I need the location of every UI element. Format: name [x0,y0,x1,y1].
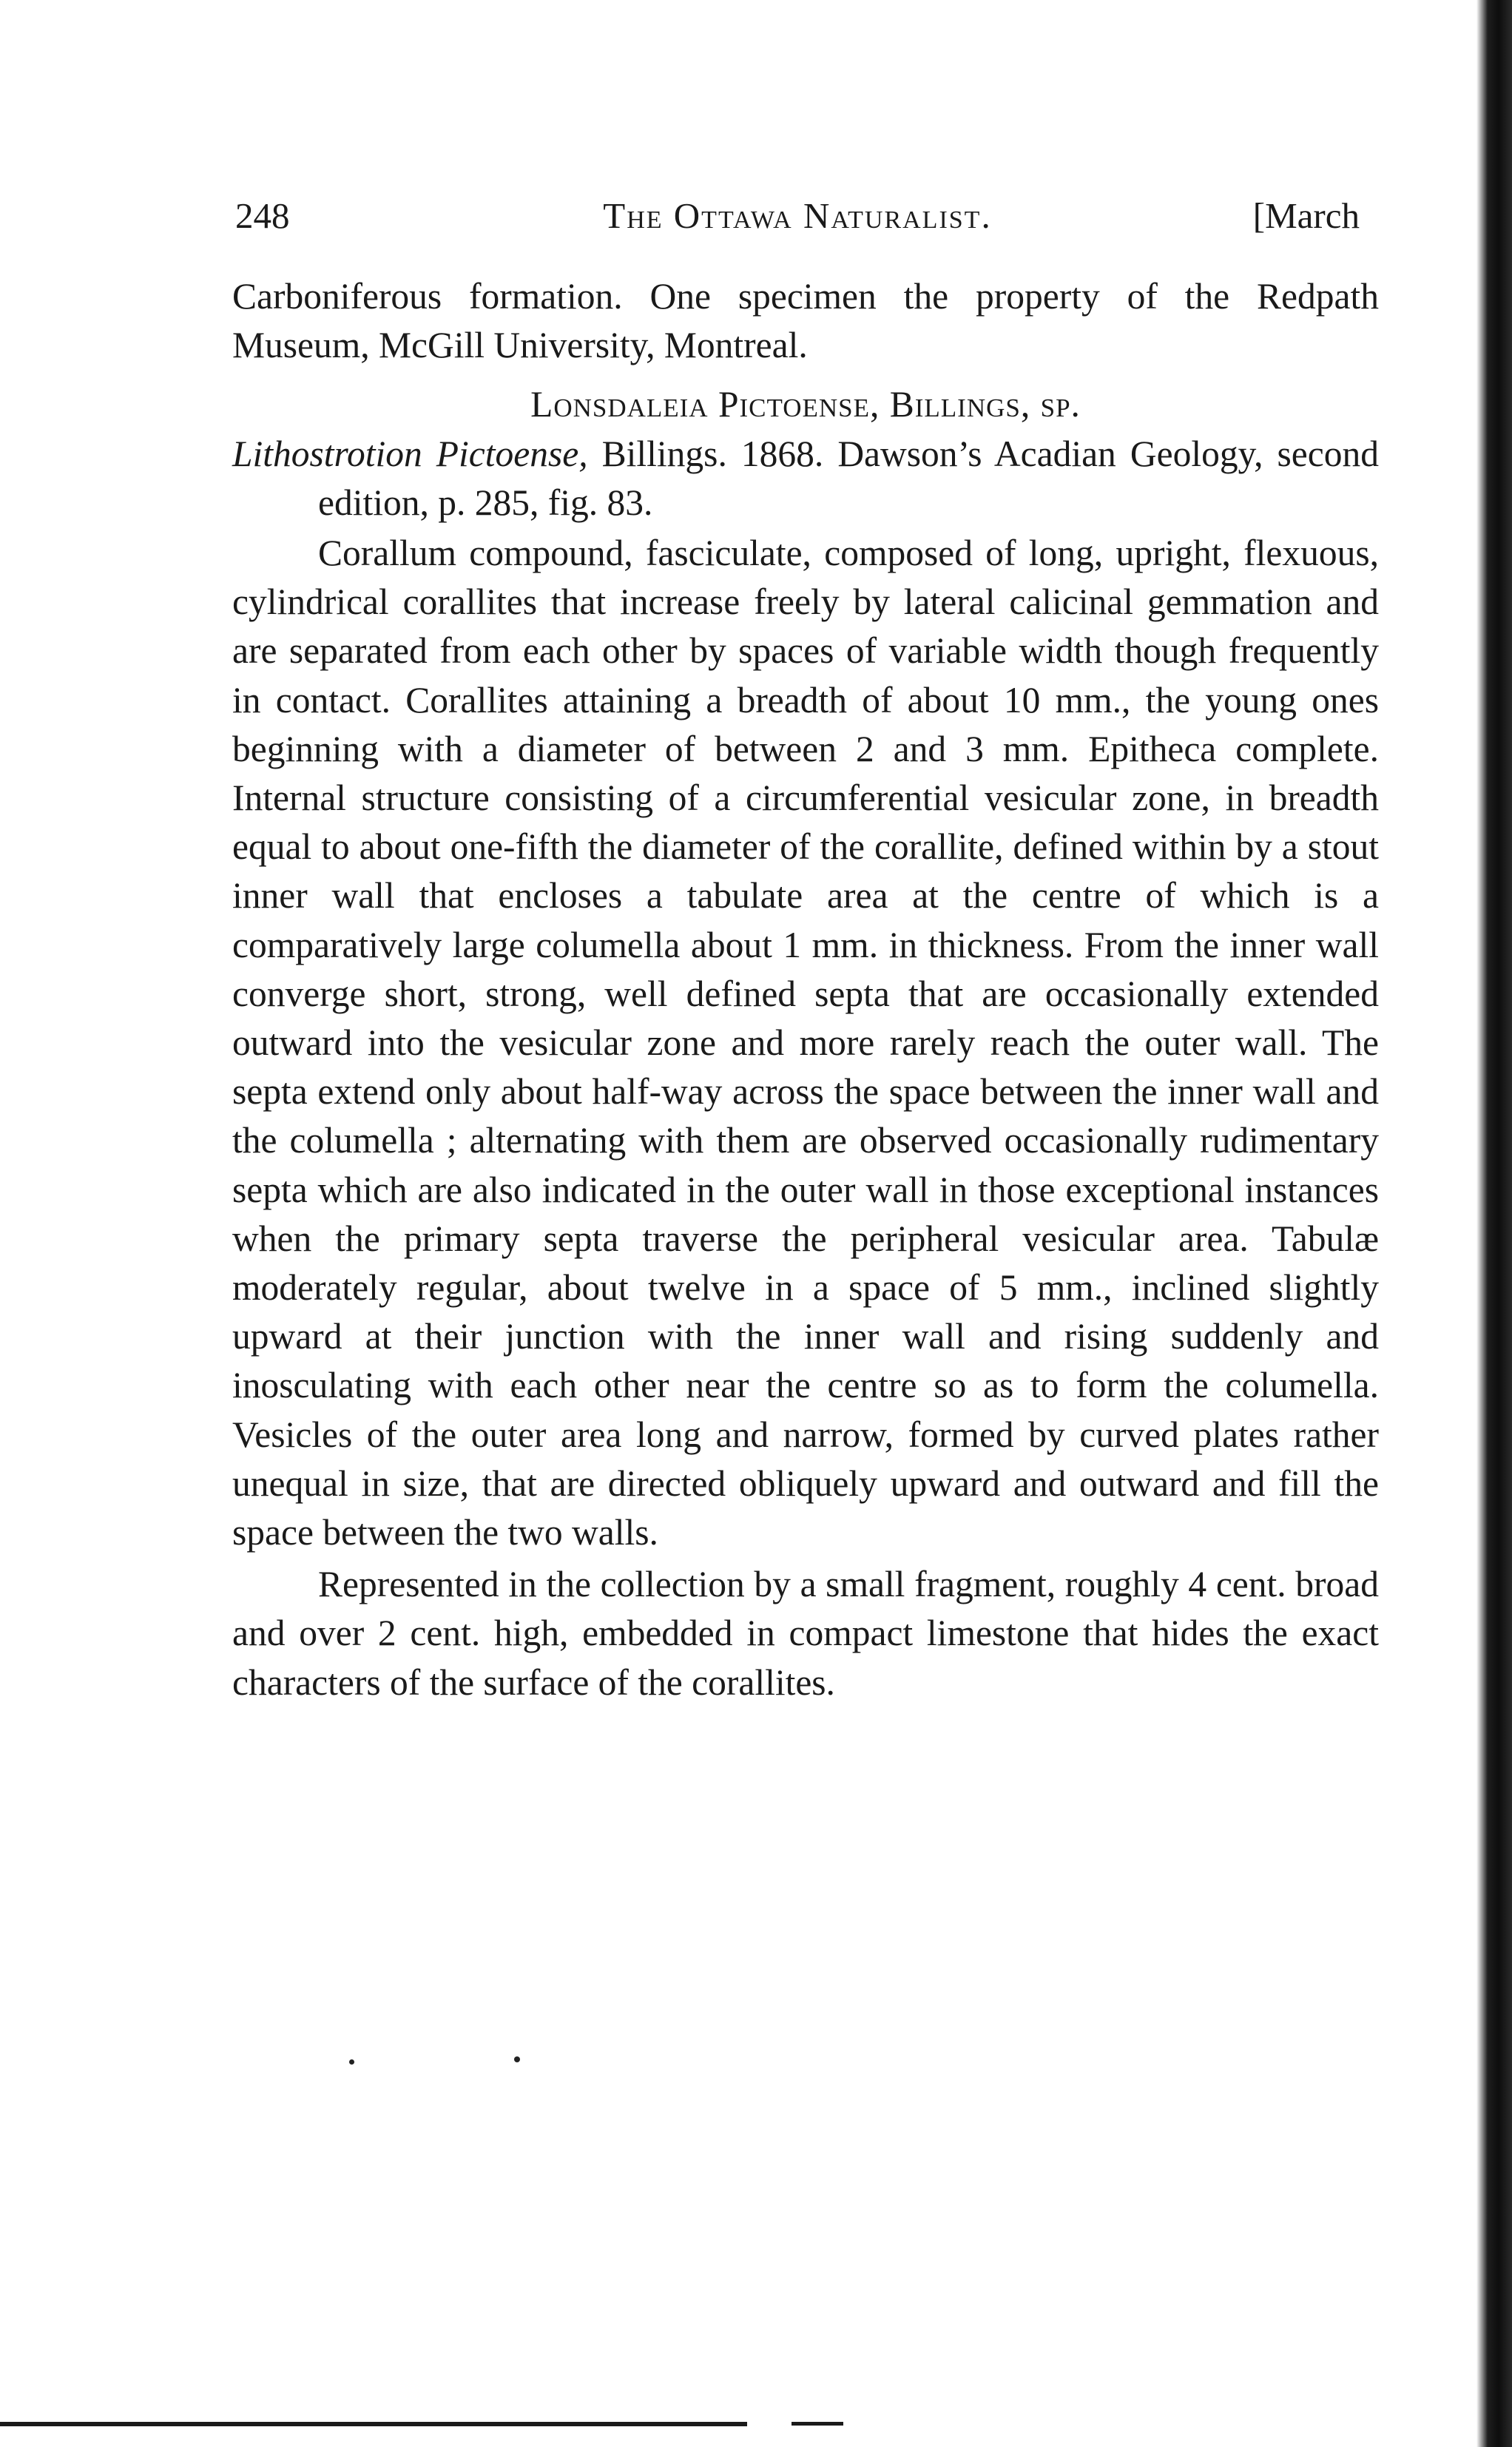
synonymy-entry [232,430,1379,527]
running-header [235,194,1360,238]
print-speck [349,2059,354,2065]
article-body [232,272,1379,1707]
synonym-citation: Billings. 1868. Dawson’s Acadian Geology, second edition, p. 285, fig. 83. [318,433,1379,523]
continuation-paragraph: Carboniferous formation. One specimen the property of the Redpath Museum, McGill University, Montreal. [232,276,1379,366]
issue-month: [March [1252,195,1360,236]
print-speck [514,2056,520,2062]
species-heading: Lonsdaleia Pictoense, Billings, sp. [530,384,1081,425]
bottom-edge-line [0,2422,747,2426]
description-paragraph: Corallum compound, fasciculate, composed of long, upright, flexuous, cylindrical corallites that increase freely by lateral calicinal gemmation and are separated from each other by spaces of variable width though frequently in contact. Corallites attaining a breadth of about 10 mm., the young ones beginning with a diameter of between 2 and 3 mm. Epitheca complete. Internal structure consisting of a circumferential vesicular zone, in breadth equal to about one-fifth the diameter of the corallite, defined within by a stout inner wall that encloses a tabulate area at the centre of which is a comparatively large columella about 1 mm. in thickness. From the inner wall converge short, strong, well defined septa that are occasionally extended outward into the vesicular zone and more rarely reach the outer wall. The septa extend only about half-way across the space between the inner wall and the columella ; alternating with them are observed occasionally rudimentary septa which are also indicated in the outer wall in those exceptional instances when the primary septa traverse the peripheral vesicular area. Tabulæ moderately regular, about twelve in a space of 5 mm., inclined slightly upward at their junction with the inner wall and rising suddenly and inosculating with each other near the centre so as to form the columella. Vesicles of the outer area long and narrow, formed by curved plates rather unequal in size, that are directed obliquely upward and outward and fill the space between the two walls. [232,533,1379,1553]
synonym-name: Lithostrotion Pictoense, [232,433,588,474]
book-spine-shadow [1468,0,1512,2447]
remarks-paragraph: Represented in the collection by a small fragment, roughly 4 cent. broad and over 2 cent. high, embedded in compact limestone that hides the exact characters of the surface of the corallites. [232,1564,1379,1703]
bottom-edge-line [792,2422,843,2426]
page-number: 248 [235,195,290,236]
journal-title: The Ottawa Naturalist. [603,195,992,236]
